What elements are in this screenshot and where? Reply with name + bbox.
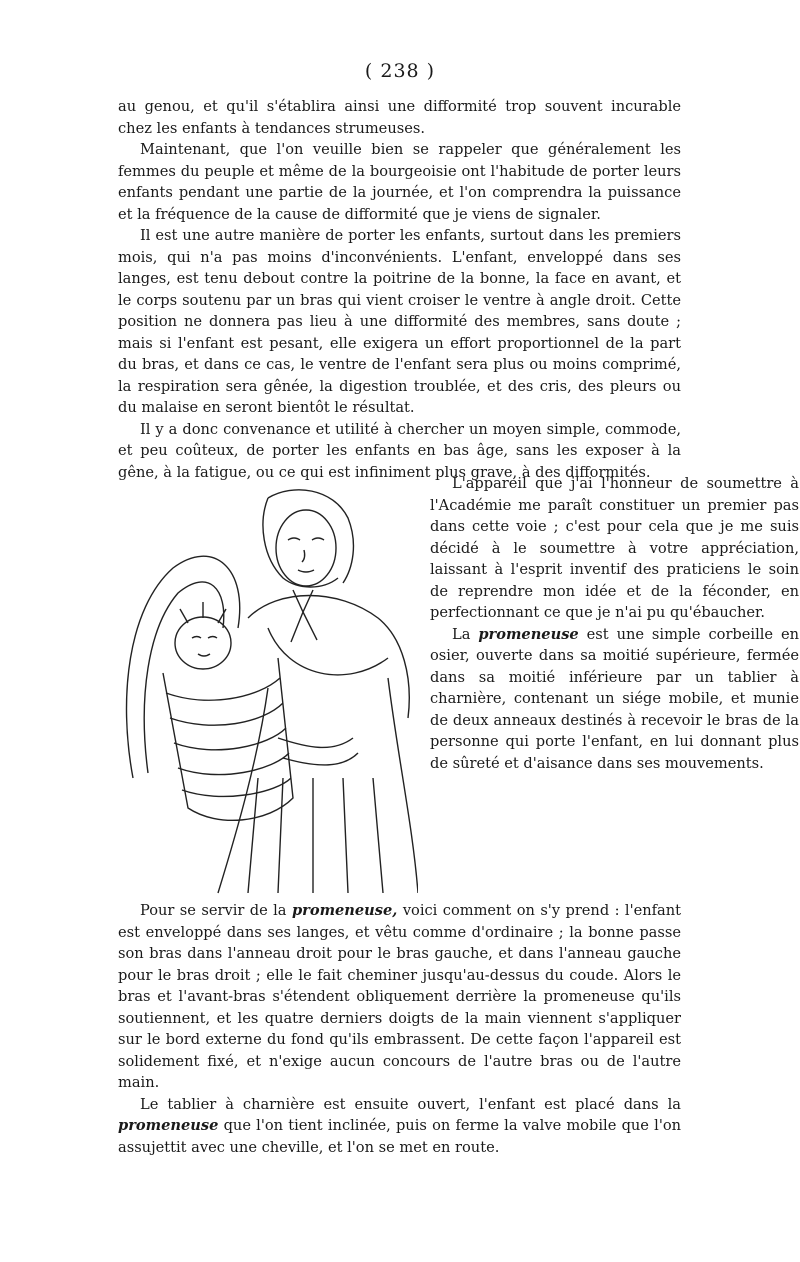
paragraph: Maintenant, que l'on veuille bien se rappeler que généralement les femmes du peuple et même de la bourgeoisie ont l'habitude de porter leurs enfants pendant une partie de la journée, et l'on comprendra la puissance et la fréquence de la cause de difformité que je viens de signaler.	[118, 141, 681, 223]
paragraph-body: est une simple corbeille en osier, ouverte dans sa moitié supérieure, fermée dans sa moitié inférieure par un tablier à charnière, contenant un siége mobile, et munie de deux anneaux destinés à recevoir le bras de la personne qui porte l'enfant, en lui donnant plus de sûreté et d'aisance dans ses mouvements.	[430, 625, 800, 772]
paragraph-lead: Pour se servir de la	[140, 902, 287, 919]
paragraph: Il est une autre manière de porter les enfants, surtout dans les premiers mois, qui n'a pas moins d'inconvénients. L'enfant, enveloppé dans ses langes, est tenu debout contre la poitrine de la bonne, la face en avant, et le corps soutenu par un bras qui vient croiser le ventre à angle droit. Cette position ne donnera pas lieu à une difformité des membres, sans doute ; mais si l'enfant est pesant, elle exigera un effort proportionnel de la part du bras, et dans ce cas, le ventre de l'enfant sera plus ou moins comprimé, la respiration sera gênée, la digestion troublée, et des cris, des pleurs ou du malaise en seront bientôt le résultat.	[118, 227, 681, 416]
engraving-woman-carrying-baby-basket	[118, 478, 418, 898]
paragraph	[118, 900, 681, 1094]
term-promeneuse: promeneuse	[118, 1117, 219, 1134]
paragraph-lead: Le tablier à charnière est ensuite ouvert, l'enfant est placé dans la	[140, 1095, 681, 1113]
page-number: ( 238 )	[364, 60, 436, 82]
term-promeneuse: promeneuse	[478, 625, 579, 643]
paragraph: Il y a donc convenance et utilité à chercher un moyen simple, commode, et peu coûteux, de porter les enfants en bas âge, sans les exposer à la gêne, à la fatigue, ou ce qui est infiniment plus grave, à des difformités.	[118, 420, 681, 481]
top-text-block	[118, 96, 681, 483]
paragraph-body: que l'on tient inclinée, puis on ferme la valve mobile que l'on assujettit avec une cheville, et l'on se met en route.	[118, 1117, 682, 1156]
paragraph-body: voici comment on s'y prend : l'enfant est enveloppé dans ses langes, et vêtu comme d'ordinaire ; la bonne passe son bras dans l'anneau droit pour le bras gauche, et dans l'anneau gauche pour le bras droit ; elle le fait cheminer jusqu'au-dessus du coude. Alors le bras et l'avant-bras s'étendent obliquement derrière la promeneuse qu'ils soutiennent, et les quatre derniers doigts de la main viennent s'appliquer sur le bord externe du fond qu'ils embrassent. De cette façon l'appareil est solidement fixé, et n'exige aucun concours de l'autre bras ou de l'autre main.	[118, 902, 681, 1091]
paragraph: L'appareil que j'ai l'honneur de soumettre à l'Académie me paraît constituer un premier pas dans cette voie ; c'est pour cela que je me suis décidé à le soumettre à votre appréciation, laissant à l'esprit inventif des praticiens le soin de reprendre mon idée et de la féconder, en perfectionnant ce que je n'ai pu qu'ébaucher.	[430, 475, 799, 621]
paragraph-lead: La	[452, 625, 471, 643]
term-promeneuse: promeneuse,	[291, 902, 398, 919]
side-text-block	[430, 473, 799, 774]
paragraph	[430, 624, 799, 775]
bottom-text-block	[118, 900, 681, 1158]
paragraph: au genou, et qu'il s'établira ainsi une difformité trop souvent incurable chez les enfants à tendances strumeuses.	[118, 98, 681, 137]
paragraph	[118, 1094, 681, 1159]
